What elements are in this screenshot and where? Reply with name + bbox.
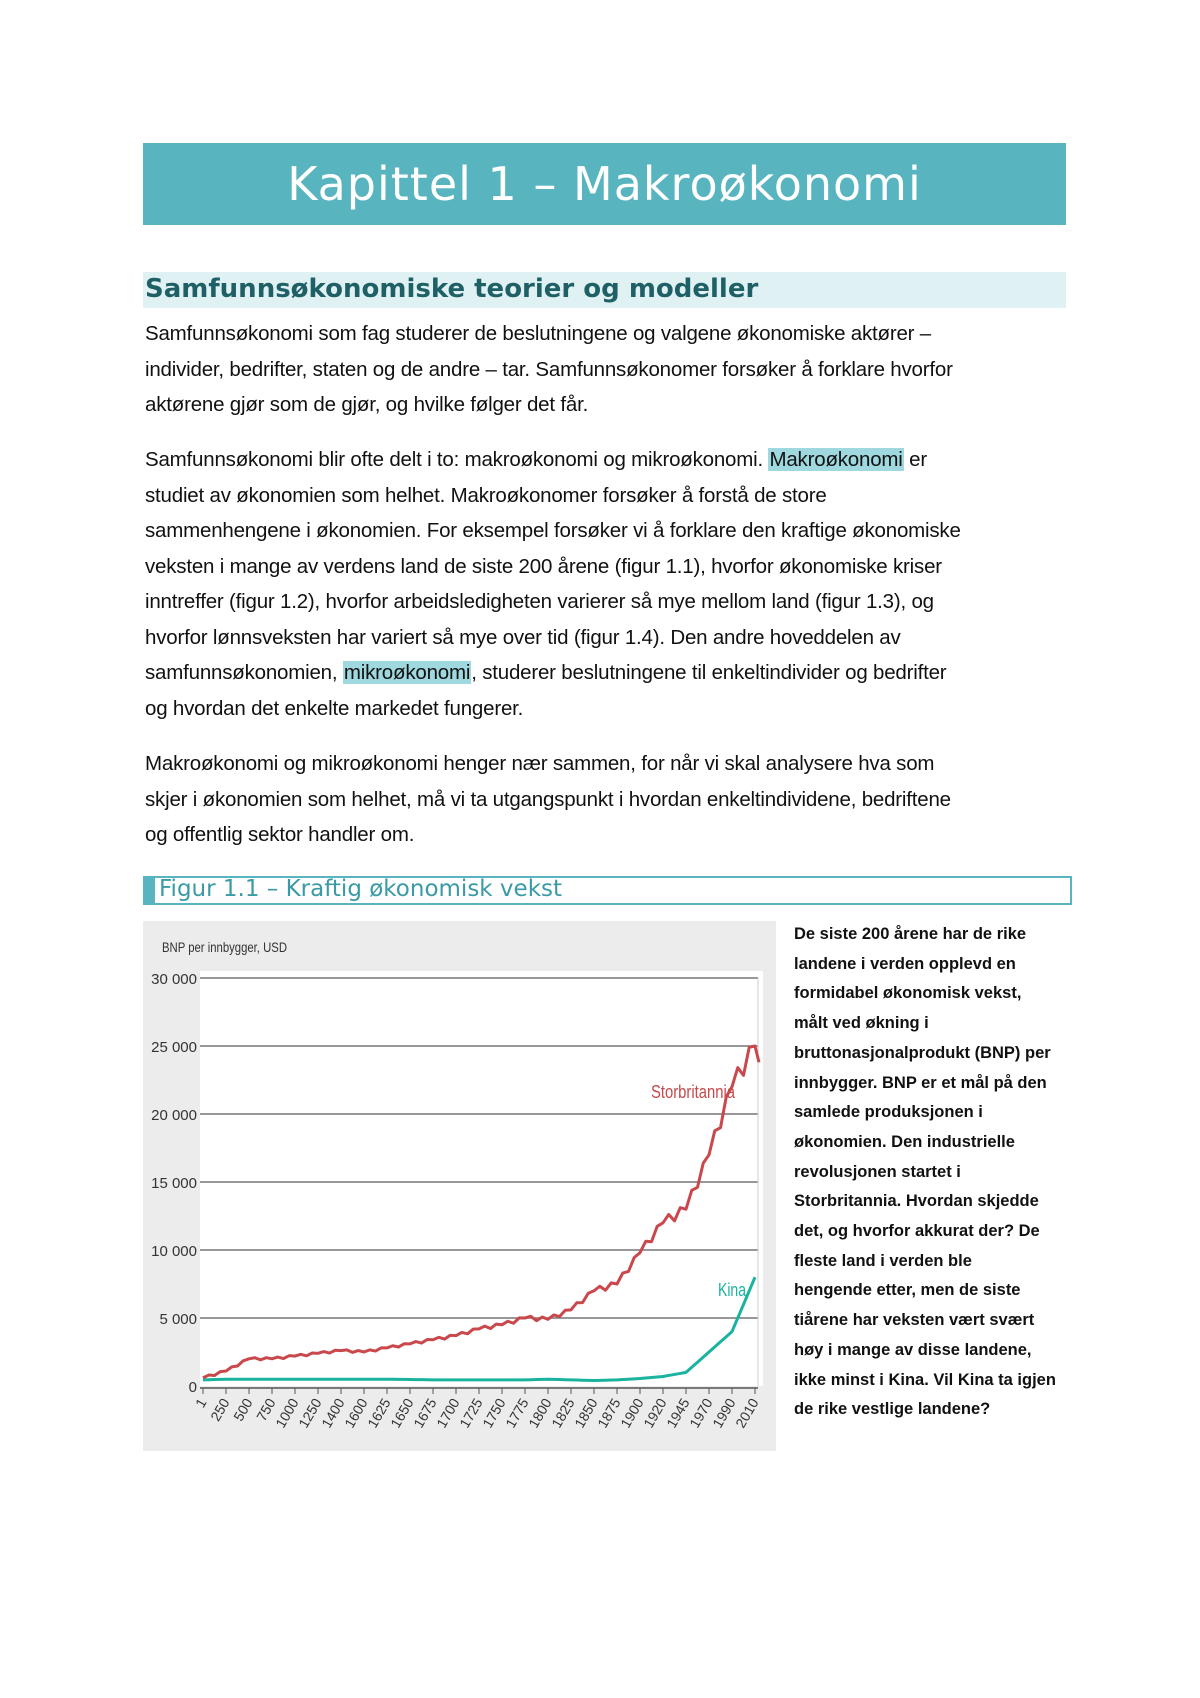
x-tick-label: 1775 — [502, 1395, 532, 1431]
caption-line: tiårene har veksten vært svært — [794, 1311, 1035, 1330]
y-axis-label: BNP per innbygger, USD — [162, 939, 287, 955]
x-tick-label: 1600 — [341, 1395, 371, 1431]
x-tick-label: 1900 — [617, 1395, 647, 1431]
text-line: studiet av økonomien som helhet. Makroøkonomer forsøker å forstå de store — [145, 483, 827, 507]
caption-line: formidabel økonomisk vekst, — [794, 984, 1022, 1003]
text-line — [145, 442, 961, 478]
text-line: veksten i mange av verdens land de siste 200 årene (figur 1.1), hvorfor økonomiske kriser — [145, 554, 942, 578]
paragraph-3 — [145, 746, 951, 853]
x-tick-label: 500 — [230, 1395, 256, 1424]
text-line: Makroøkonomi og mikroøkonomi henger nær sammen, for når vi skal analysere hva som — [145, 752, 935, 775]
section-heading-band — [143, 272, 1066, 308]
gdp-chart-svg — [143, 921, 776, 1451]
text-line: sammenhengene i økonomien. For eksempel forsøker vi å forklare den kraftige økonomiske — [145, 519, 961, 542]
caption-line: innbygger. BNP er et mål på den — [794, 1073, 1047, 1092]
caption-line: fleste land i verden ble — [794, 1251, 972, 1270]
chapter-title-bar — [143, 143, 1066, 225]
x-tick-label: 1970 — [686, 1395, 716, 1431]
figure-caption-text — [794, 920, 1056, 1425]
x-tick-label: 250 — [207, 1395, 233, 1424]
x-tick-label: 1825 — [548, 1395, 578, 1431]
caption-line: Storbritannia. Hvordan skjedde — [794, 1192, 1039, 1211]
x-tick-label: 1 — [191, 1395, 210, 1411]
highlighted-term: mikroøkonomi — [343, 661, 471, 684]
caption-line: hengende etter, men de siste — [794, 1281, 1021, 1300]
x-tick-label: 1000 — [272, 1395, 302, 1431]
y-tick-label: 5 000 — [159, 1311, 197, 1328]
x-tick-label: 1850 — [571, 1395, 601, 1431]
caption-line: målt ved økning i — [794, 1014, 929, 1033]
x-tick-label: 1990 — [709, 1395, 739, 1431]
x-tick-label: 1800 — [525, 1395, 555, 1431]
caption-line: De siste 200 årene har de rike — [794, 925, 1027, 943]
x-tick-label: 1875 — [594, 1395, 624, 1431]
x-tick-label: 1650 — [387, 1395, 417, 1431]
caption-line: ikke minst i Kina. Vil Kina ta igjen — [794, 1370, 1056, 1389]
gdp-chart — [143, 921, 776, 1451]
caption-line: de rike vestlige landene? — [794, 1400, 991, 1419]
x-tick-label: 1250 — [295, 1395, 325, 1431]
text-line: hvorfor lønnsveksten har variert så mye over tid (figur 1.4). Den andre hoveddelen av — [145, 625, 901, 649]
text-line: individer, bedrifter, staten og de andre – tar. Samfunnsøkonomer forsøker å forklare hvorfor — [145, 357, 953, 381]
text-line: inntreffer (figur 1.2), hvorfor arbeidsledigheten varierer så mye mellom land (figur 1.3), og — [145, 590, 934, 613]
figure-heading: Figur 1.1 – Kraftig økonomisk vekst — [159, 876, 563, 902]
y-tick-label: 20 000 — [151, 1107, 197, 1124]
text-line: og offentlig sektor handler om. — [145, 823, 415, 846]
caption-line: revolusjonen startet i — [794, 1162, 961, 1181]
caption-line: høy i mange av disse landene, — [794, 1340, 1032, 1359]
x-tick-label: 1920 — [640, 1395, 670, 1431]
y-tick-label: 10 000 — [151, 1243, 197, 1260]
figure-heading-box — [143, 876, 1072, 905]
text: Samfunnsøkonomi blir ofte delt i to: makroøkonomi og mikroøkonomi. — [145, 448, 769, 471]
text: er — [903, 448, 927, 471]
text-line — [145, 655, 961, 691]
chapter-title: Kapittel 1 – Makroøkonomi — [287, 157, 922, 211]
x-tick-label: 1625 — [364, 1395, 394, 1431]
x-tick-label: 2010 — [732, 1395, 762, 1431]
y-tick-label: 15 000 — [151, 1175, 197, 1192]
x-tick-label: 1750 — [479, 1395, 509, 1431]
text-line: og hvordan det enkelte markedet fungerer. — [145, 696, 524, 720]
text: , studerer beslutningene til enkeltindivider og bedrifter — [471, 661, 947, 684]
y-tick-label: 0 — [188, 1379, 197, 1396]
text-line: aktørene gjør som de gjør, og hvilke følger det får. — [145, 393, 589, 416]
x-tick-label: 1945 — [663, 1395, 693, 1431]
caption-line: landene i verden opplevd en — [794, 954, 1016, 973]
caption-line: det, og hvorfor akkurat der? De — [794, 1222, 1040, 1241]
x-tick-label: 1700 — [433, 1395, 463, 1431]
paragraph-1 — [145, 316, 953, 423]
x-tick-label: 1400 — [318, 1395, 348, 1431]
plot-area — [200, 971, 763, 1386]
text-line: Samfunnsøkonomi som fag studerer de beslutningene og valgene økonomiske aktører – — [145, 322, 932, 345]
series-label-china: Kina — [718, 1280, 747, 1300]
x-tick-label: 1675 — [410, 1395, 440, 1431]
x-tick-label: 1725 — [456, 1395, 486, 1431]
caption-line: økonomien. Den industrielle — [794, 1132, 1015, 1151]
x-tick-label: 750 — [253, 1395, 279, 1424]
caption-line: bruttonasjonalprodukt (BNP) per — [794, 1043, 1051, 1062]
text-line: skjer i økonomien som helhet, må vi ta utgangspunkt i hvordan enkeltindividene, bedriftene — [145, 787, 951, 811]
highlighted-term: Makroøkonomi — [769, 448, 903, 471]
paragraph-2 — [145, 442, 961, 726]
section-heading: Samfunnsøkonomiske teorier og modeller — [145, 274, 759, 304]
y-tick-label: 30 000 — [151, 971, 197, 988]
text: samfunnsøkonomien, — [145, 661, 343, 684]
y-tick-label: 25 000 — [151, 1039, 197, 1056]
caption-line: samlede produksjonen i — [794, 1103, 983, 1122]
series-label-uk: Storbritannia — [651, 1082, 736, 1102]
